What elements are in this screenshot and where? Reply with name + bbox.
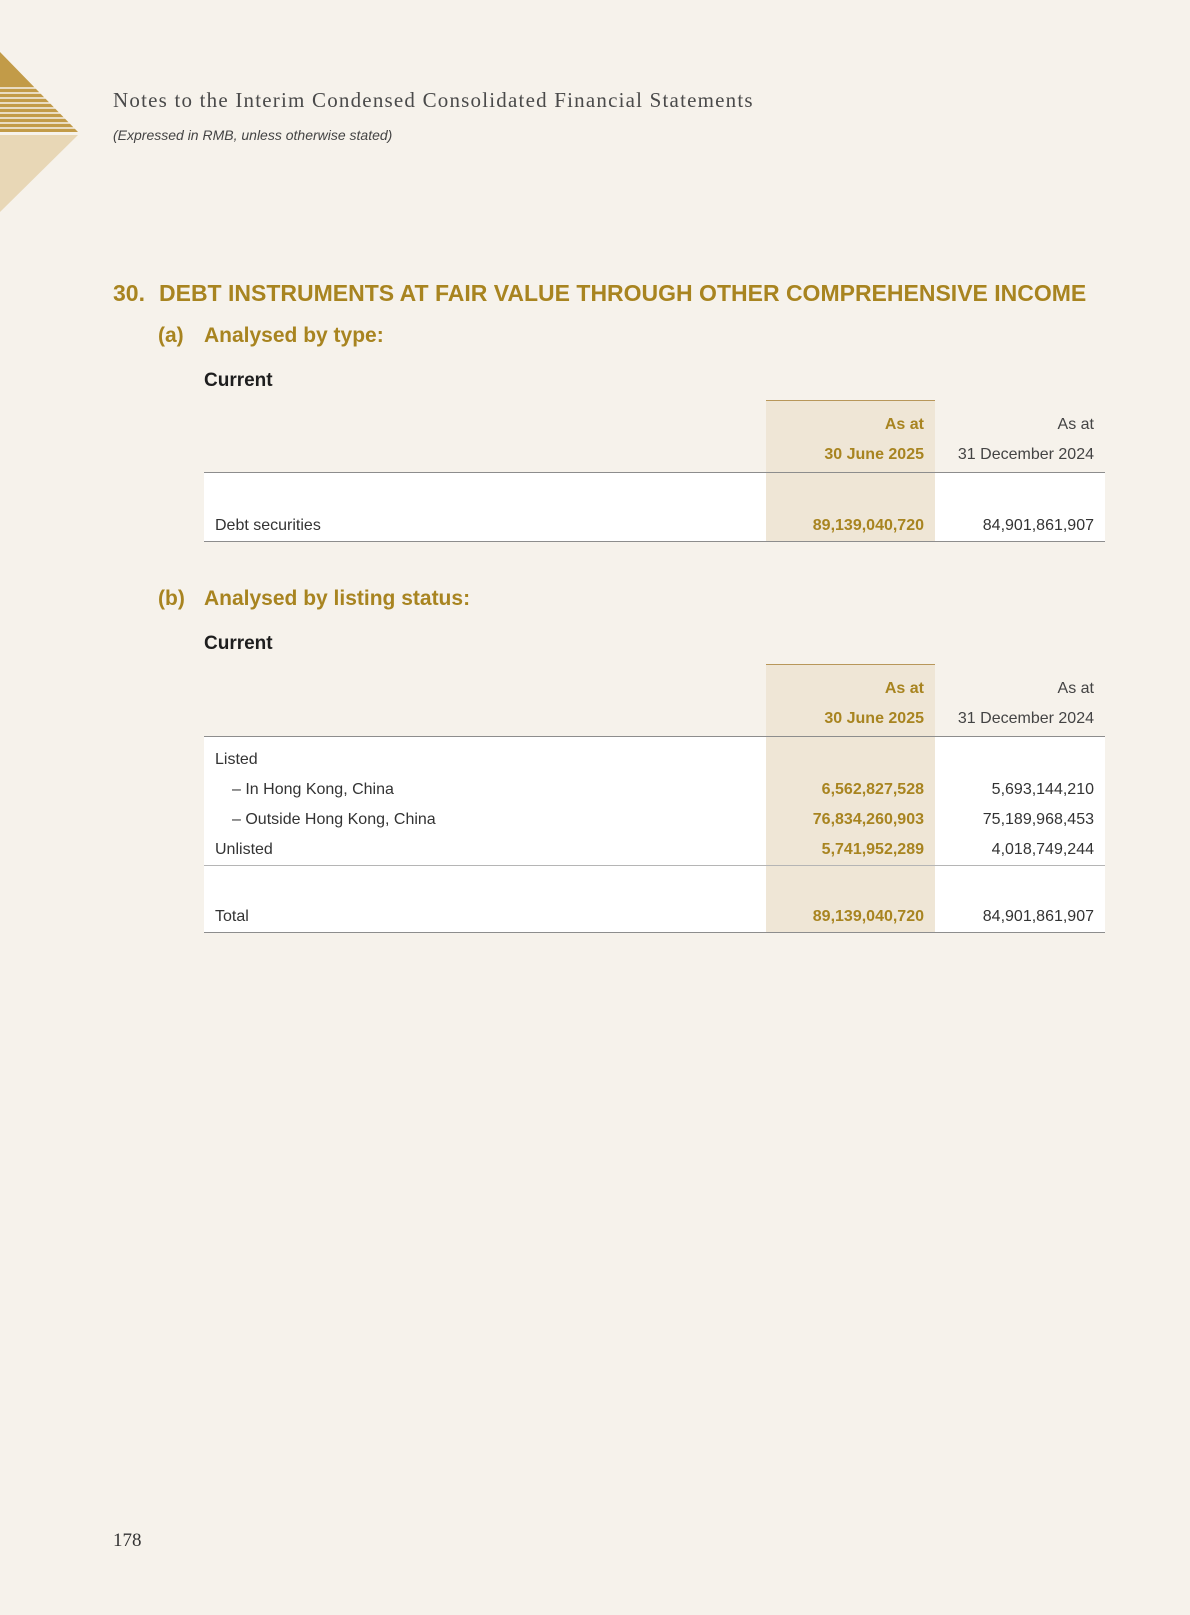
spacer: [204, 473, 1105, 511]
section-a-label: Current: [204, 370, 273, 391]
table-body: [204, 472, 1105, 542]
row-value-current: 6,562,827,528: [821, 781, 924, 798]
table-row: [204, 805, 1105, 835]
table-by-listing-status: [204, 664, 1105, 933]
col-prior-line1: As at: [1057, 680, 1094, 697]
section-b-label: Current: [204, 633, 273, 654]
section-a-letter: (a): [158, 324, 184, 347]
row-value-prior: 75,189,968,453: [982, 811, 1094, 828]
section-b-heading: [158, 587, 470, 611]
col-current-line1: As at: [884, 416, 924, 433]
table-row-total: [204, 902, 1105, 932]
col-prior-line1: As at: [1057, 416, 1094, 433]
note-title: DEBT INSTRUMENTS AT FAIR VALUE THROUGH OTHER COMPREHENSIVE INCOME: [159, 280, 1087, 306]
row-value-current: 89,139,040,720: [812, 908, 924, 925]
table-row: [204, 511, 1105, 541]
row-label: – Outside Hong Kong, China: [232, 811, 436, 828]
section-a-title: Analysed by type:: [204, 324, 384, 347]
table-row: [204, 745, 1105, 775]
row-label: Total: [215, 908, 249, 925]
table-row: [204, 775, 1105, 805]
note-heading: [113, 280, 1086, 307]
corner-decoration-icon: [0, 0, 80, 215]
page-number: 178: [113, 1530, 142, 1551]
section-b-title: Analysed by listing status:: [204, 587, 471, 610]
col-current-line1: As at: [884, 680, 924, 697]
col-prior-line2: 31 December 2024: [957, 446, 1094, 463]
row-value-current: 76,834,260,903: [812, 811, 924, 828]
row-label: Unlisted: [215, 841, 273, 858]
spacer: [204, 737, 1105, 745]
row-value-current: 89,139,040,720: [812, 517, 924, 534]
table-by-type: [204, 400, 1105, 542]
row-value-prior: 84,901,861,907: [982, 908, 1094, 925]
row-label: – In Hong Kong, China: [232, 781, 394, 798]
row-value-prior: 84,901,861,907: [982, 517, 1094, 534]
running-header-title: Notes to the Interim Condensed Consolidated Financial Statements: [113, 88, 754, 112]
table-row: [204, 835, 1105, 865]
spacer: [204, 866, 1105, 902]
row-value-prior: 4,018,749,244: [991, 841, 1094, 858]
note-number: 30.: [113, 280, 145, 306]
section-a-heading: [158, 324, 384, 348]
row-label: Listed: [215, 751, 258, 768]
table-body: [204, 736, 1105, 933]
col-current-line2: 30 June 2025: [824, 446, 924, 463]
row-value-current: 5,741,952,289: [821, 841, 924, 858]
col-current-line2: 30 June 2025: [824, 710, 924, 727]
row-label: Debt securities: [215, 517, 321, 534]
section-b-letter: (b): [158, 587, 185, 610]
row-value-prior: 5,693,144,210: [991, 781, 1094, 798]
table-header: [204, 400, 1105, 472]
col-prior-line2: 31 December 2024: [957, 710, 1094, 727]
running-header-subtitle: (Expressed in RMB, unless otherwise stated): [113, 127, 393, 143]
subtotal-divider: [204, 865, 1105, 866]
table-header: [204, 664, 1105, 736]
